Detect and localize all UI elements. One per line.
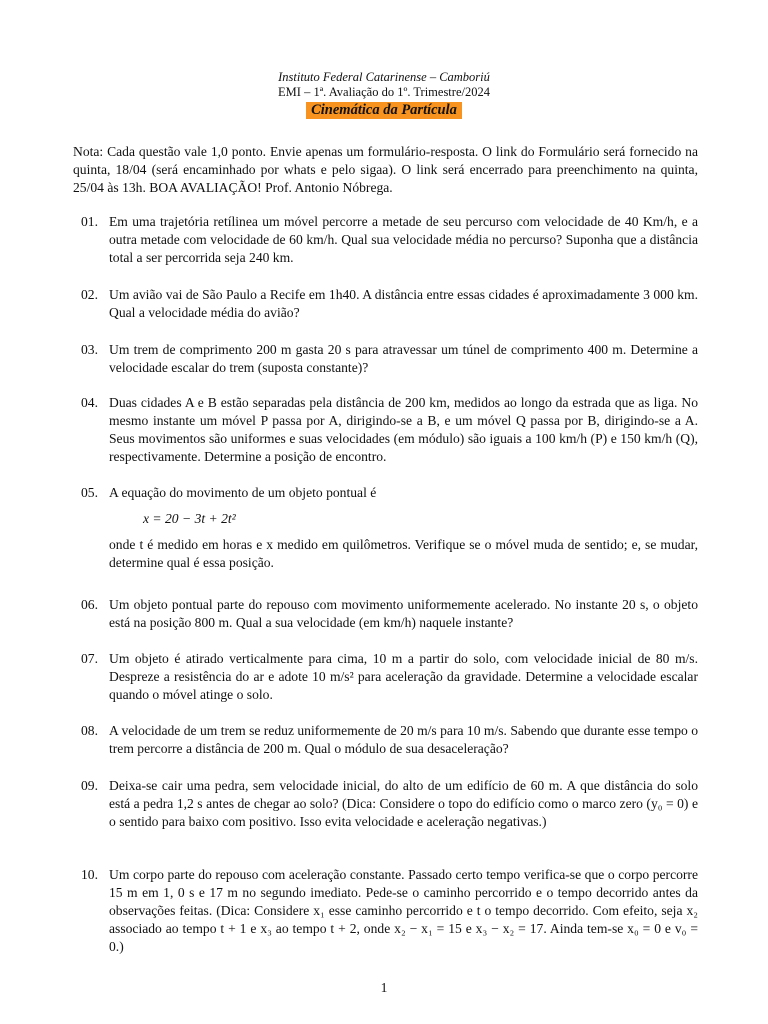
motion-equation: x = 20 − 3t + 2t²: [143, 511, 236, 526]
question-text: Deixa-se cair uma pedra, sem velocidade inicial, do alto de um edifício de 60 m. A que distância do solo está a pedra 1,2 s antes de chegar ao solo? (Dica: Considere o topo do edifício como o marco zero (y₀ = 0) e o sentido para baixo com positivo. Isso evita velocidade e aceleração negativas.): [109, 778, 698, 829]
question-09: [81, 777, 698, 831]
question-10: [81, 866, 698, 956]
question-03: [81, 341, 698, 377]
question-04: [81, 394, 698, 466]
question-number: 10.: [81, 867, 98, 882]
page-number: 1: [380, 980, 388, 995]
question-01: [81, 213, 698, 267]
question-number: 06.: [81, 597, 98, 612]
document-title: Cinemática da Partícula: [306, 102, 462, 119]
exam-note: Nota: Cada questão vale 1,0 ponto. Envie apenas um formulário-resposta. O link do Formulário será fornecido na quinta, 18/04 (será encaminhado por whats e pelo sigaa). O link será encerrado para preenchimento na quinta, 25/04 às 13h. BOA AVALIAÇÃO! Prof. Antonio Nóbrega.: [73, 144, 698, 195]
question-number: 04.: [81, 395, 98, 410]
question-08: [81, 722, 698, 758]
question-number: 07.: [81, 651, 98, 666]
question-text: Um corpo parte do repouso com aceleração constante. Passado certo tempo verifica-se que o corpo percorre 15 m em 1, 0 s e 17 m no segundo imediato. Pede-se o caminho percorrido e o tempo decorrido antes da observações feitas. (Dica: Considere x₁ esse caminho percorrido e t o tempo decorrido. Com efeito, seja x₂ associado ao tempo t + 1 e x₃ ao tempo t + 2, onde x₂ − x₁ = 15 e x₃ − x₂ = 17. Ainda tem-se x₀ = 0 e v₀ = 0.): [109, 867, 698, 954]
question-number: 08.: [81, 723, 98, 738]
question-text: Um objeto é atirado verticalmente para cima, 10 m a partir do solo, com velocidade inicial de 80 m/s. Despreze a resistência do ar e adote 10 m/s² para aceleração da gravidade. Determine a velocidade escalar quando o móvel atinge o solo.: [109, 651, 698, 702]
question-number: 01.: [81, 214, 98, 229]
question-number: 09.: [81, 778, 98, 793]
question-06: [81, 596, 698, 632]
question-text: Duas cidades A e B estão separadas pela distância de 200 km, medidos ao longo da estrada que as liga. No mesmo instante um móvel P passa por A, dirigindo-se a B, e um móvel Q passa por B, dirigindo-se a A. Seus movimentos são uniformes e suas velocidades (em módulo) são iguais a 100 km/h (P) e 150 km/h (Q), respectivamente. Determine a posição de encontro.: [109, 395, 698, 464]
question-text: Um trem de comprimento 200 m gasta 20 s para atravessar um túnel de comprimento 400 m. Determine a velocidade escalar do trem (suposta constante)?: [109, 342, 698, 375]
question-text-continued: onde t é medido em horas e x medido em quilômetros. Verifique se o móvel muda de sentido; e, se mudar, determine qual é essa posição.: [109, 537, 698, 570]
question-text: Em uma trajetória retílinea um móvel percorre a metade de seu percurso com velocidade de 40 Km/h, e a outra metade com velocidade de 60 km/h. Qual sua velocidade média no percurso? Suponha que a distância total a ser percorrida seja 240 km.: [109, 214, 698, 265]
question-text: Um avião vai de São Paulo a Recife em 1h40. A distância entre essas cidades é aproximadamente 3 000 km. Qual a velocidade média do avião?: [109, 287, 698, 320]
question-text: Um objeto pontual parte do repouso com movimento uniformemente acelerado. No instante 20 s, o objeto está na posição 800 m. Qual a sua velocidade (em km/h) naquele instante?: [109, 597, 698, 630]
question-02: [81, 286, 698, 322]
institution-name: Instituto Federal Catarinense – Camboriú: [278, 70, 490, 84]
exam-info: EMI – 1ª. Avaliação do 1º. Trimestre/2024: [278, 85, 490, 99]
question-number: 02.: [81, 287, 98, 302]
question-number: 03.: [81, 342, 98, 357]
document-header: [0, 70, 768, 119]
question-07: [81, 650, 698, 704]
question-number: 05.: [81, 485, 98, 500]
question-text: A velocidade de um trem se reduz uniformemente de 20 m/s para 10 m/s. Sabendo que durante esse tempo o trem percorre a distância de 200 m. Qual o módulo de sua desaceleração?: [109, 723, 698, 756]
question-05: [81, 484, 698, 572]
question-text: A equação do movimento de um objeto pontual é: [109, 485, 377, 500]
